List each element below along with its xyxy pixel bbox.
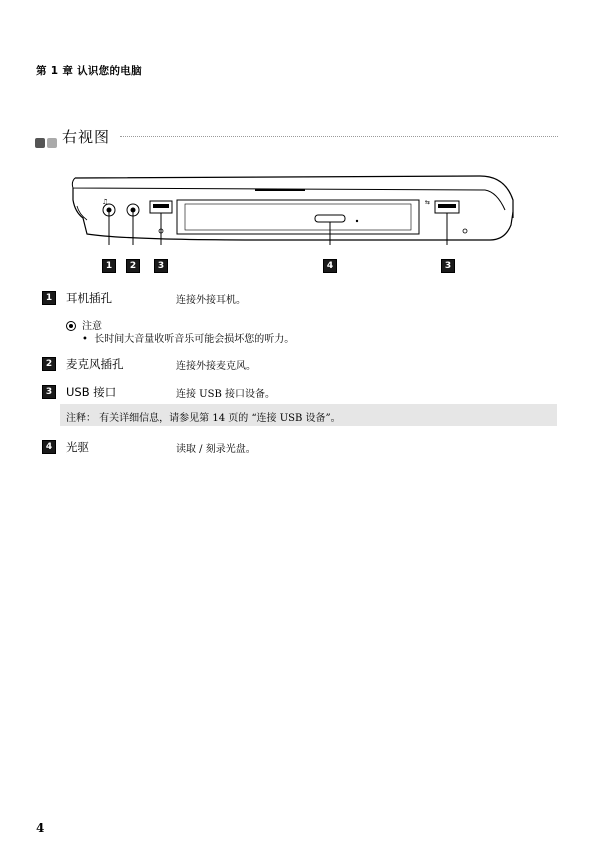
page-number: 4	[36, 821, 45, 835]
dark-square-icon	[35, 138, 45, 148]
attention-text: 长时间大音量收听音乐可能会损坏您的听力。	[94, 334, 295, 345]
item-1-badge: 1	[42, 291, 56, 305]
attention-title: 注意	[82, 321, 102, 332]
item-4-desc: 读取 / 刻录光盘。	[176, 444, 256, 455]
item-3-badge: 3	[42, 385, 56, 399]
light-square-icon	[47, 138, 57, 148]
svg-text:⇆: ⇆	[425, 199, 431, 206]
laptop-svg	[65, 170, 520, 245]
item-4-badge: 4	[42, 440, 56, 454]
callout-2: 2	[126, 259, 140, 273]
item-2-badge: 2	[42, 357, 56, 371]
callout-3: 3	[154, 259, 168, 273]
item-1-desc: 连接外接耳机。	[176, 295, 246, 306]
attention-bullet	[82, 330, 294, 345]
section-bullets	[35, 132, 59, 151]
chapter-heading: 第 1 章 认识您的电脑	[36, 65, 142, 77]
bullet-icon: •	[82, 334, 95, 345]
item-2-label: 麦克风插孔	[66, 357, 124, 371]
callout-3-right: 3	[441, 259, 455, 273]
svg-text:♫: ♫	[102, 198, 109, 206]
attention-icon	[66, 321, 76, 331]
item-4-label: 光驱	[66, 440, 89, 454]
laptop-right-side-illustration	[65, 170, 520, 249]
item-3-desc: 连接 USB 接口设备。	[176, 389, 275, 400]
section-divider	[120, 136, 558, 137]
item-3-label: USB 接口	[66, 385, 117, 399]
note-text: 注释： 有关详细信息，请参见第 14 页的 “连接 USB 设备”。	[66, 413, 341, 424]
item-1-label: 耳机插孔	[66, 291, 112, 305]
callout-1: 1	[102, 259, 116, 273]
section-title: 右视图	[62, 128, 111, 146]
callout-4: 4	[323, 259, 337, 273]
item-2-desc: 连接外接麦克风。	[176, 361, 256, 372]
